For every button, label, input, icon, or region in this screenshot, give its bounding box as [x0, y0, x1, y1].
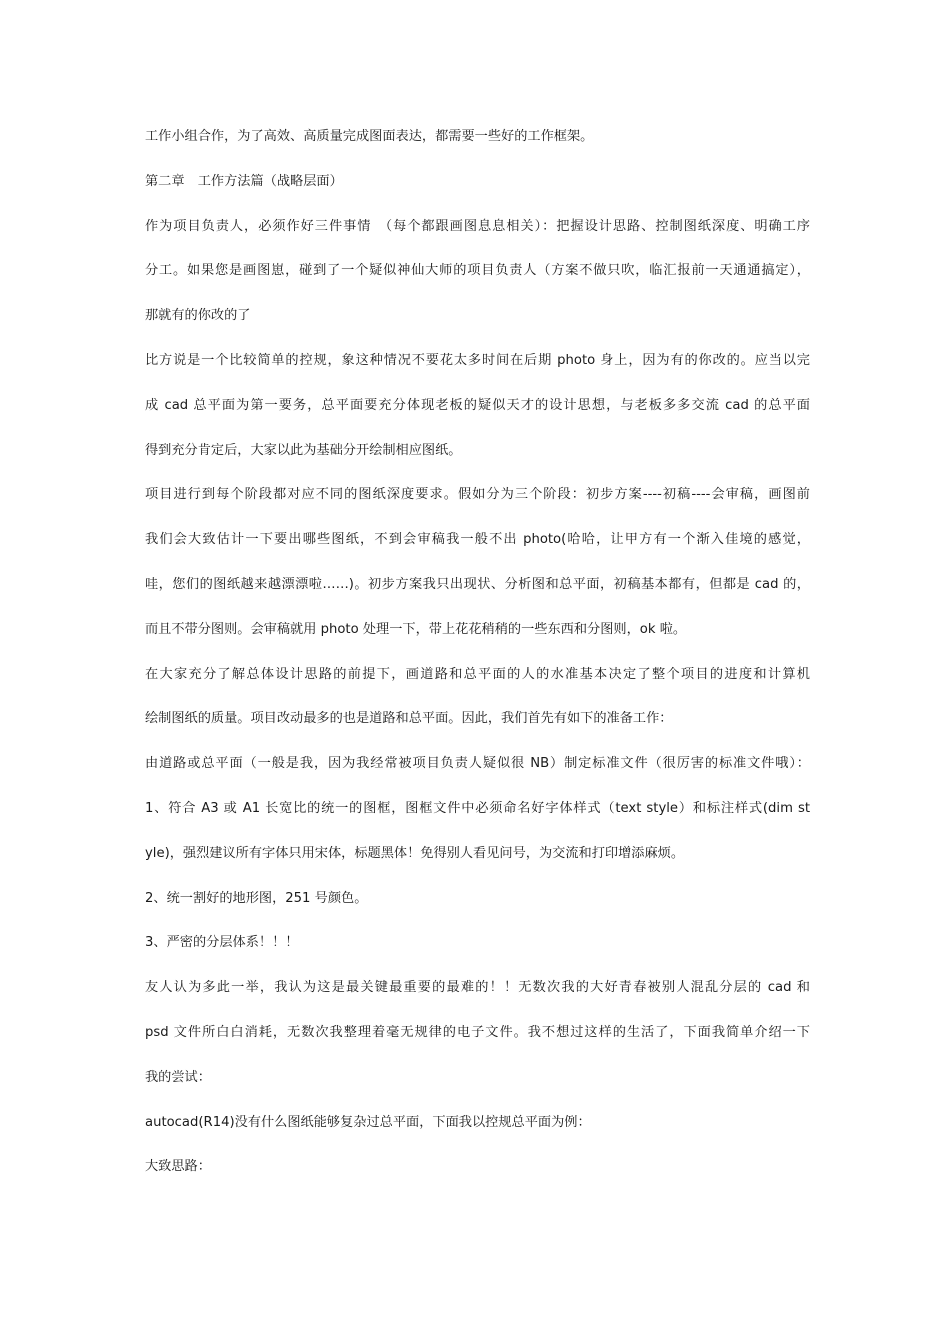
paragraph-line: 绘制图纸的质量。项目改动最多的也是道路和总平面。因此，我们首先有如下的准备工作： — [145, 711, 673, 727]
list-item-2: 2、统一割好的地形图，251 号颜色。 — [145, 890, 368, 906]
paragraph-line: 由道路或总平面（一般是我，因为我经常被项目负责人疑似很 NB）制定标准文件（很厉害的标准文件哦）： — [145, 756, 810, 772]
paragraph-line: 作为项目负责人，必须作好三件事情 （每个都跟画图息息相关）：把握设计思路、控制图纸深度、明确工序 — [145, 218, 810, 234]
paragraph-line: 比方说是一个比较简单的控规，象这种情况不要花太多时间在后期 photo 身上，因为有的你改的。应当以完 — [145, 352, 810, 368]
paragraph-line: 我们会大致估计一下要出哪些图纸，不到会审稿我一般不出 photo(哈哈，让甲方有一个渐入佳境的感觉， — [145, 532, 810, 548]
paragraph-line: 在大家充分了解总体设计思路的前提下，画道路和总平面的人的水准基本决定了整个项目的进度和计算机 — [145, 666, 810, 682]
paragraph-line: 那就有的你改的了 — [145, 308, 251, 324]
paragraph-line: 得到充分肯定后，大家以此为基础分开绘制相应图纸。 — [145, 442, 462, 458]
list-item-3: 3、严密的分层体系！！！ — [145, 935, 299, 951]
paragraph-line: 友人认为多此一举，我认为这是最关键最重要的最难的！！无数次我的大好青春被别人混乱分层的 cad 和 — [145, 980, 810, 996]
document-body — [145, 124, 810, 1199]
paragraph-line: 分工。如果您是画图崽，碰到了一个疑似神仙大师的项目负责人（方案不做只吹，临汇报前一天通通搞定）， — [145, 263, 810, 279]
paragraph-line: 我的尝试： — [145, 1069, 211, 1085]
paragraph-line: 成 cad 总平面为第一要务，总平面要充分体现老板的疑似天才的设计思想，与老板多多交流 cad 的总平面 — [145, 397, 810, 413]
paragraph-line: 哇，您们的图纸越来越漂漂啦……)。初步方案我只出现状、分析图和总平面，初稿基本都有，但都是 cad 的， — [145, 576, 810, 592]
paragraph-line: 大致思路： — [145, 1159, 211, 1175]
paragraph-line: 项目进行到每个阶段都对应不同的图纸深度要求。假如分为三个阶段：初步方案----初稿----会审稿，画图前 — [145, 487, 810, 503]
paragraph-line: yle)，强烈建议所有字体只用宋体，标题黑体！免得别人看见问号，为交流和打印增添麻烦。 — [145, 845, 685, 861]
paragraph-line: autocad(R14)没有什么图纸能够复杂过总平面，下面我以控规总平面为例： — [145, 1114, 591, 1130]
paragraph-line: 工作小组合作，为了高效、高质量完成图面表达，都需要一些好的工作框架。 — [145, 129, 594, 144]
chapter-heading: 第二章 工作方法篇（战略层面） — [145, 173, 343, 189]
list-item-1: 1、符合 A3 或 A1 长宽比的统一的图框，图框文件中必须命名好字体样式（text style）和标注样式(dim st — [145, 800, 810, 816]
paragraph-line: 而且不带分图则。会审稿就用 photo 处理一下，带上花花稍稍的一些东西和分图则，ok 啦。 — [145, 621, 687, 637]
paragraph-line: psd 文件所白白消耗，无数次我整理着毫无规律的电子文件。我不想过这样的生活了，下面我简单介绍一下 — [145, 1024, 810, 1040]
